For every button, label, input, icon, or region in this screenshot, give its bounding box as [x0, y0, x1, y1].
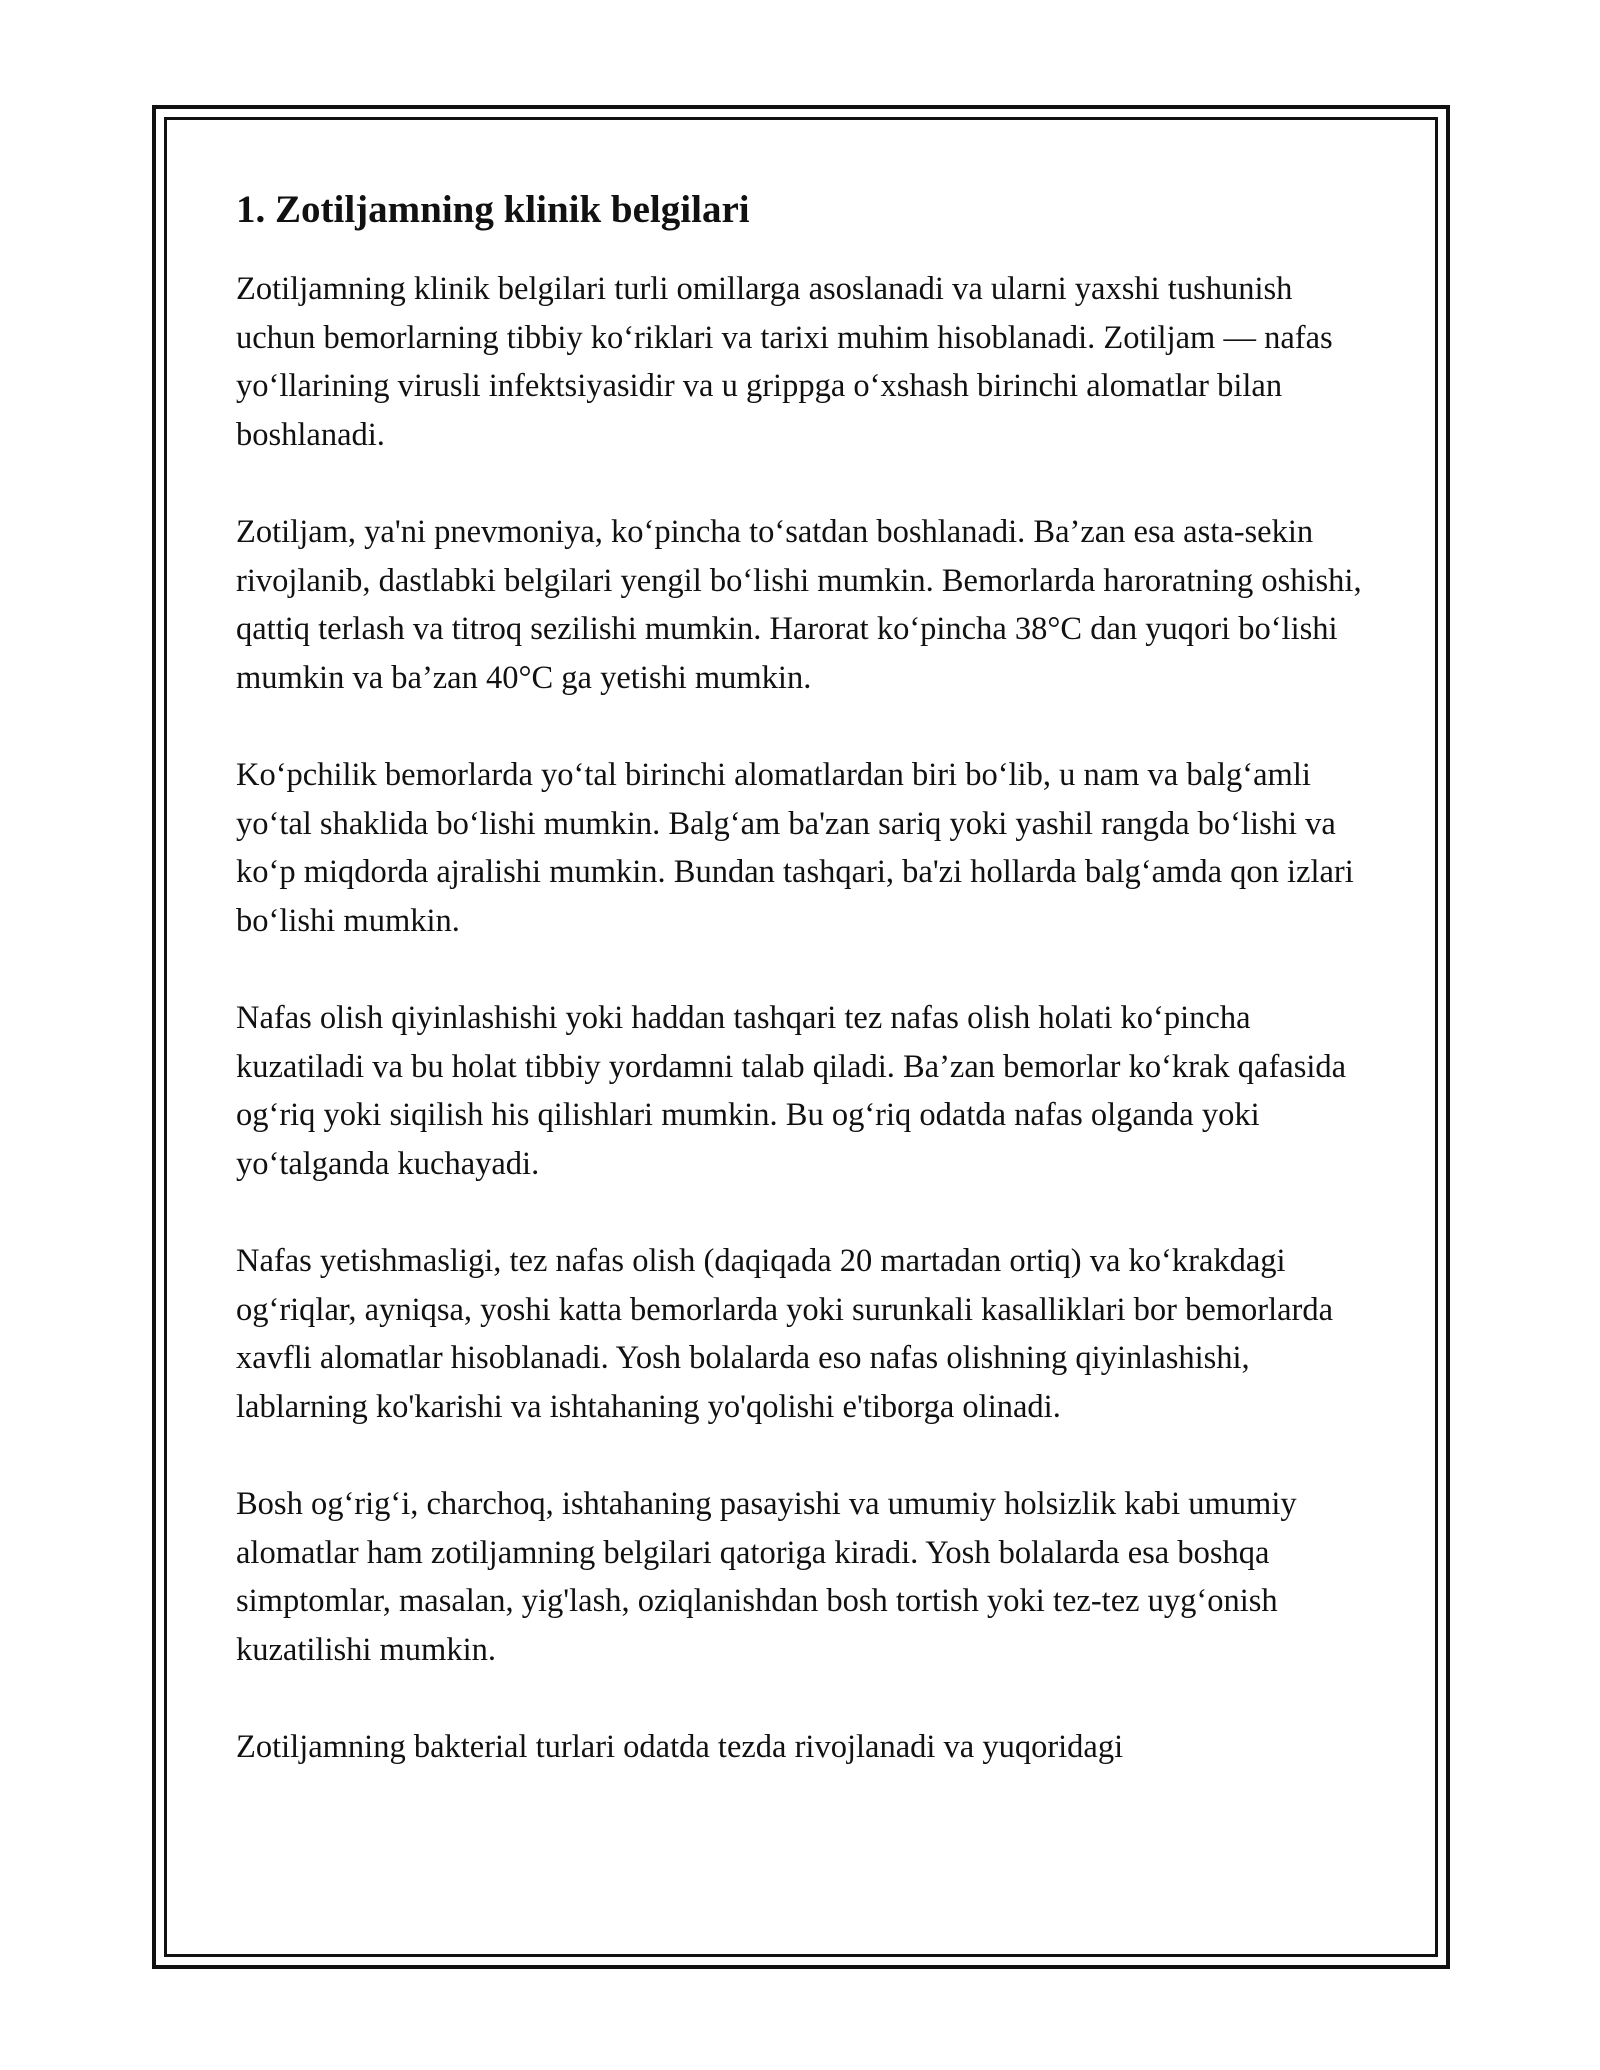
- document-body: [236, 188, 1376, 1821]
- paragraph-6: Bosh ogʻrigʻi, charchoq, ishtahaning pasayishi va umumiy holsizlik kabi umumiy alomatlar ham zotiljamning belgilari qatoriga kiradi. Yosh bolalarda esa boshqa simptomlar, masalan, yig'lash, oziqlanishdan bosh tortish yoki tez-tez uygʻonish kuzatilishi mumkin.: [236, 1486, 1297, 1668]
- paragraph-4: Nafas olish qiyinlashishi yoki haddan tashqari tez nafas olish holati koʻpincha kuzatiladi va bu holat tibbiy yordamni talab qiladi. Ba’zan bemorlar koʻkrak qafasida ogʻriq yoki siqilish his qilishlari mumkin. Bu ogʻriq odatda nafas olganda yoki yoʻtalganda kuchayadi.: [236, 1000, 1347, 1182]
- paragraph-7: Zotiljamning bakterial turlari odatda tezda rivojlanadi va yuqoridagi: [236, 1729, 1124, 1765]
- paragraph-5: Nafas yetishmasligi, tez nafas olish (daqiqada 20 martadan ortiq) va koʻkrakdagi ogʻriqlar, ayniqsa, yoshi katta bemorlarda yoki surunkali kasalliklari bor bemorlarda xavfli alomatlar hisoblanadi. Yosh bolalarda eso nafas olishning qiyinlashishi, lablarning ko'karishi va ishtahaning yo'qolishi e'tiborga olinadi.: [236, 1243, 1334, 1425]
- section-heading: 1. Zotiljamning klinik belgilari: [236, 188, 750, 231]
- paragraph-1: Zotiljamning klinik belgilari turli omillarga asoslanadi va ularni yaxshi tushunish uchun bemorlarning tibbiy koʻriklari va tarixi muhim hisoblanadi. Zotiljam — nafas yoʻllarining virusli infektsiyasidir va u grippga oʻxshash birinchi alomatlar bilan boshlanadi.: [236, 271, 1333, 453]
- paragraph-3: Koʻpchilik bemorlarda yoʻtal birinchi alomatlardan biri boʻlib, u nam va balgʻamli yoʻtal shaklida boʻlishi mumkin. Balgʻam ba'zan sariq yoki yashil rangda boʻlishi va koʻp miqdorda ajralishi mumkin. Bundan tashqari, ba'zi hollarda balgʻamda qon izlari boʻlishi mumkin.: [236, 757, 1354, 939]
- paragraph-2: Zotiljam, ya'ni pnevmoniya, koʻpincha toʻsatdan boshlanadi. Ba’zan esa asta-sekin rivojlanib, dastlabki belgilari yengil boʻlishi mumkin. Bemorlarda haroratning oshishi, qattiq terlash va titroq sezilishi mumkin. Harorat koʻpincha 38°C dan yuqori boʻlishi mumkin va ba’zan 40°C ga yetishi mumkin.: [236, 514, 1362, 696]
